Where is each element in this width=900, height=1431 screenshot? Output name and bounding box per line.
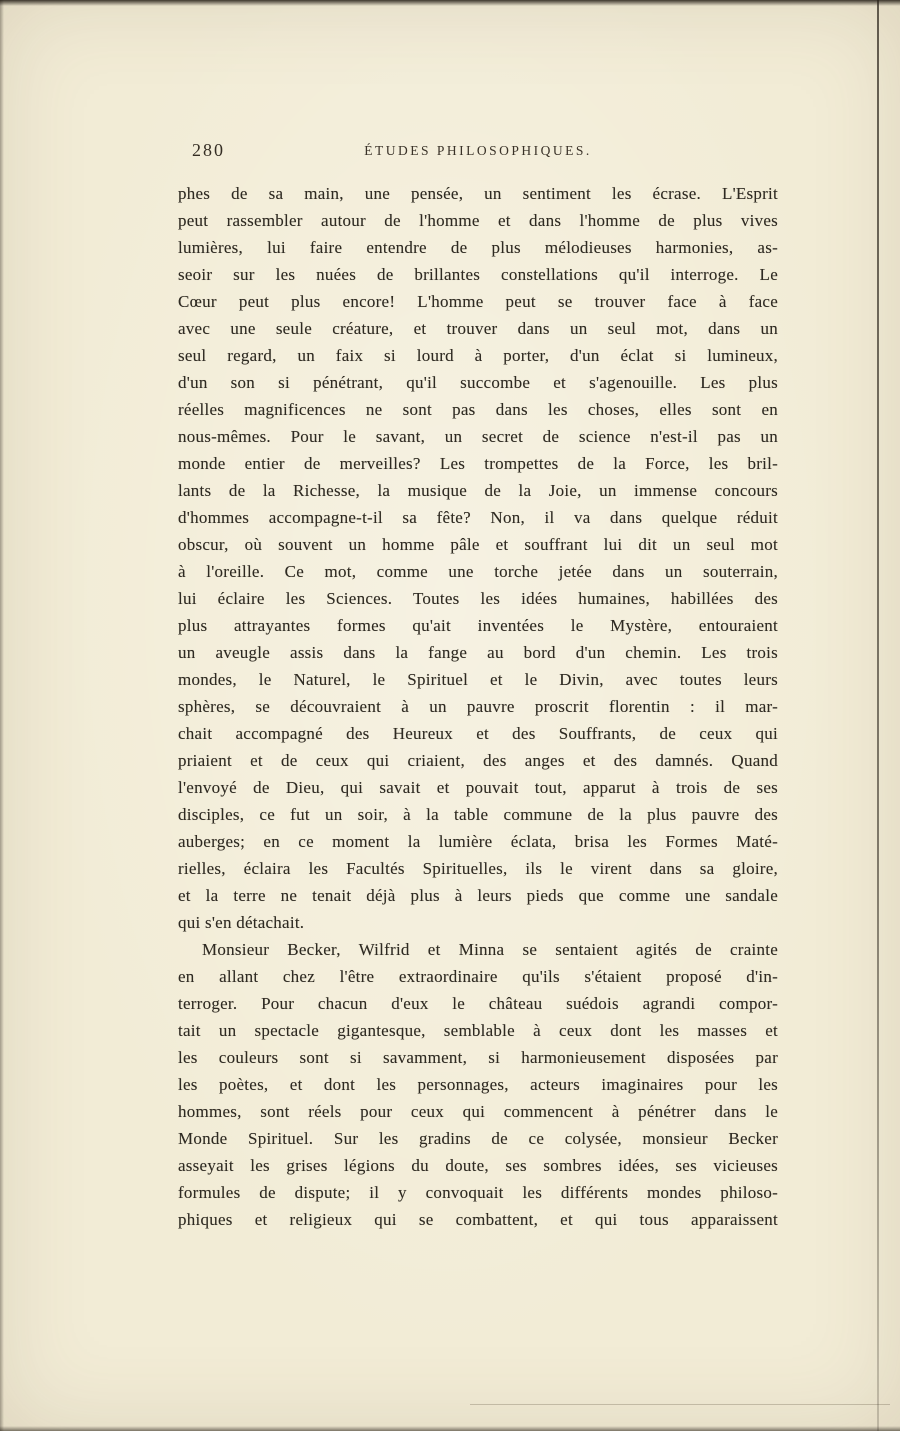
text-line: en allant chez l'être extraordinaire qu'ils s'étaient proposé d'in- <box>178 967 778 986</box>
text-line: chait accompagné des Heureux et des Souffrants, de ceux qui <box>178 724 778 743</box>
page-number: 280 <box>192 140 225 160</box>
page-header <box>178 140 778 180</box>
text-line: lumières, lui faire entendre de plus mélodieuses harmonies, as- <box>178 238 778 257</box>
text-line: Cœur peut plus encore! L'homme peut se trouver face à face <box>178 292 778 311</box>
text-line: les poètes, et dont les personnages, acteurs imaginaires pour les <box>178 1075 778 1094</box>
text-line: disciples, ce fut un soir, à la table commune de la plus pauvre des <box>178 805 778 824</box>
text-line: tait un spectacle gigantesque, semblable à ceux dont les masses et <box>178 1021 778 1040</box>
text-line: auberges; en ce moment la lumière éclata, brisa les Formes Maté- <box>178 832 778 851</box>
page-body <box>178 180 778 1233</box>
text-line: formules de dispute; il y convoquait les différents mondes philoso- <box>178 1183 778 1202</box>
text-line: l'envoyé de Dieu, qui savait et pouvait tout, apparut à trois de ses <box>178 778 778 797</box>
running-title: ÉTUDES PHILOSOPHIQUES. <box>364 143 592 158</box>
text-line: asseyait les grises légions du doute, ses sombres idées, ses vicieuses <box>178 1156 778 1175</box>
text-line: obscur, où souvent un homme pâle et souffrant lui dit un seul mot <box>178 535 778 554</box>
text-line: avec une seule créature, et trouver dans un seul mot, dans un <box>178 319 778 338</box>
text-line: seul regard, un faix si lourd à porter, d'un éclat si lumineux, <box>178 346 778 365</box>
scan-edge-top <box>0 0 900 6</box>
text-line: peut rassembler autour de l'homme et dans l'homme de plus vives <box>178 211 778 230</box>
text-line: les couleurs sont si savamment, si harmonieusement disposées par <box>178 1048 778 1067</box>
text-line: d'un son si pénétrant, qu'il succombe et s'agenouille. Les plus <box>178 373 778 392</box>
text-line: monde entier de merveilles? Les trompettes de la Force, les bril- <box>178 454 778 473</box>
text-line: hommes, sont réels pour ceux qui commencent à pénétrer dans le <box>178 1102 778 1121</box>
text-line: plus attrayantes formes qu'ait inventées le Mystère, entouraient <box>178 616 778 635</box>
text-line: qui s'en détachait. <box>178 913 305 932</box>
text-line: phiques et religieux qui se combattent, et qui tous apparaissent <box>178 1210 778 1229</box>
text-line: réelles magnificences ne sont pas dans les choses, elles sont en <box>178 400 778 419</box>
text-line: à l'oreille. Ce mot, comme une torche jetée dans un souterrain, <box>178 562 778 581</box>
scan-edge-right <box>877 0 879 1431</box>
scan-edge-left <box>0 0 4 1431</box>
text-line: Monsieur Becker, Wilfrid et Minna se sentaient agités de crainte <box>202 940 778 959</box>
text-line: mondes, le Naturel, le Spirituel et le Divin, avec toutes leurs <box>178 670 778 689</box>
text-line: priaient et de ceux qui criaient, des anges et des damnés. Quand <box>178 751 778 770</box>
text-line: nous-mêmes. Pour le savant, un secret de science n'est-il pas un <box>178 427 778 446</box>
page-content <box>178 140 778 1233</box>
scan-artifact-line <box>470 1404 890 1405</box>
text-line: seoir sur les nuées de brillantes constellations qu'il interroge. Le <box>178 265 778 284</box>
text-line: sphères, se découvraient à un pauvre proscrit florentin : il mar- <box>178 697 778 716</box>
text-line: et la terre ne tenait déjà plus à leurs pieds que comme une sandale <box>178 886 778 905</box>
text-line: lui éclaire les Sciences. Toutes les idées humaines, habillées des <box>178 589 778 608</box>
scan-edge-bottom <box>0 1426 900 1431</box>
text-line: Monde Spirituel. Sur les gradins de ce colysée, monsieur Becker <box>178 1129 778 1148</box>
text-line: phes de sa main, une pensée, un sentiment les écrase. L'Esprit <box>178 184 778 203</box>
text-line: terroger. Pour chacun d'eux le château suédois agrandi compor- <box>178 994 778 1013</box>
text-line: un aveugle assis dans la fange au bord d'un chemin. Les trois <box>178 643 778 662</box>
text-line: d'hommes accompagne-t-il sa fête? Non, il va dans quelque réduit <box>178 508 778 527</box>
text-line: lants de la Richesse, la musique de la Joie, un immense concours <box>178 481 778 500</box>
text-line: rielles, éclaira les Facultés Spirituelles, ils le virent dans sa gloire, <box>178 859 778 878</box>
